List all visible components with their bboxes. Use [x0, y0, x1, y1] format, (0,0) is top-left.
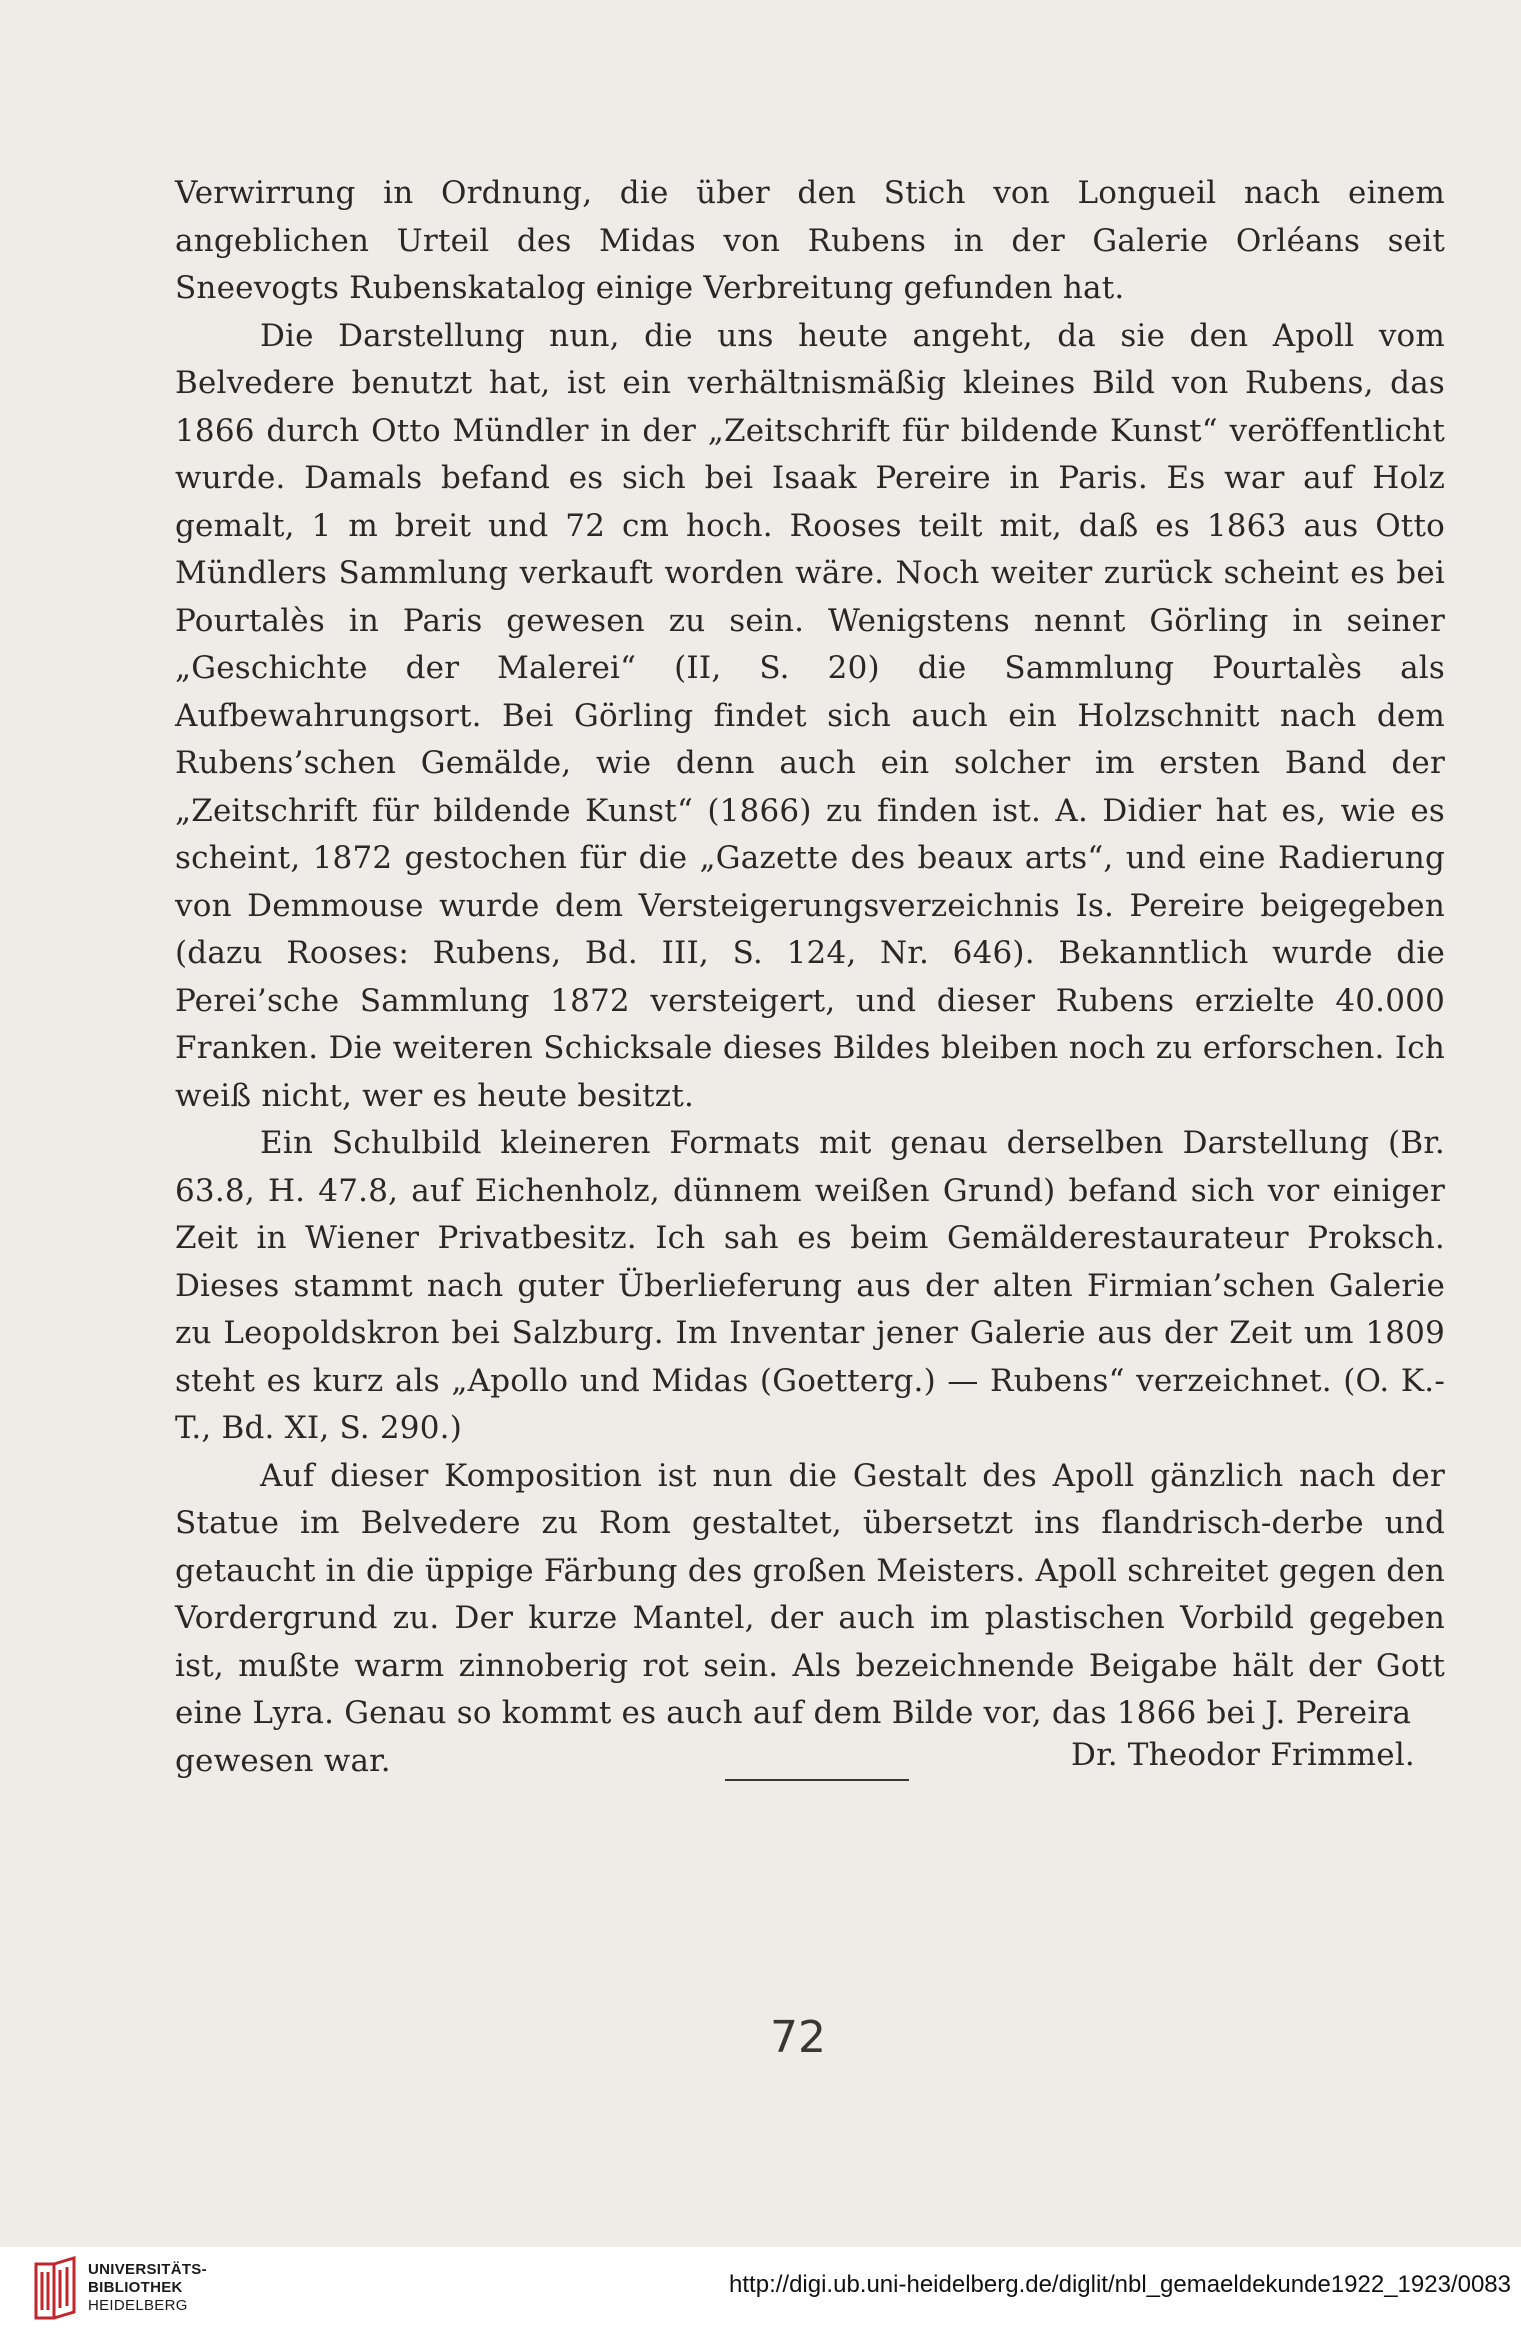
library-name-line-3: HEIDELBERG: [88, 2297, 188, 2314]
paragraph-2: Die Darstellung nun, die uns heute angeht, da sie den Apoll vom Belvedere benutzt hat, ist ein verhältnismäßig kleines Bild von Rubens, das 1866 durch Otto Mündler in der „Zeitschrift für bildende Kunst“ veröffentlicht wurde. Damals befand es sich bei Isaak Pereire in Paris. Es war auf Holz gemalt, 1 m breit und 72 cm hoch. Rooses teilt mit, daß es 1863 aus Otto Mündlers Sammlung verkauft worden wäre. Noch weiter zurück scheint es bei Pourtalès in Paris gewesen zu sein. Wenigstens nennt Görling in seiner „Geschichte der Malerei“ (II, S. 20) die Sammlung Pourtalès als Aufbewahrungsort. Bei Görling findet sich auch ein Holzschnitt nach dem Rubens’schen Gemälde, wie denn auch ein solcher im ersten Band der „Zeitschrift für bildende Kunst“ (1866) zu finden ist. A. Didier hat es, wie es scheint, 1872 gestochen für die „Gazette des beaux arts“, und eine Radierung von Demmouse wurde dem Versteigerungsverzeichnis Is. Pereire beigegeben (dazu Rooses: Rubens, Bd. III, S. 124, Nr. 646). Bekanntlich wurde die Perei’sche Sammlung 1872 versteigert, und dieser Rubens erzielte 40.000 Franken. Die weiteren Schicksale dieses Bildes bleiben noch zu erforschen. Ich weiß nicht, wer es heute besitzt.: [175, 317, 1445, 1114]
closing-line: [175, 1738, 1445, 1786]
section-divider: [725, 1779, 909, 1781]
article-text: [175, 170, 1445, 1785]
paragraph-4: Auf dieser Komposition ist nun die Gestalt des Apoll gänzlich nach der Statue im Belvedere zu Rom gestaltet, übersetzt ins flandrisch-derbe und getaucht in die üppige Färbung des großen Meisters. Apoll schreitet gegen den Vordergrund zu. Der kurze Mantel, der auch im plastischen Vorbild gegeben ist, mußte warm zinnoberig rot sein. Als bezeichnende Beigabe hält der Gott eine Lyra. Genau so kommt es auch auf dem Bilde vor, das 1866 bei J. Pereira: [175, 1457, 1445, 1731]
paragraph-3: Ein Schulbild kleineren Formats mit genau derselben Darstellung (Br. 63.8, H. 47.8, auf Eichenholz, dünnem weißen Grund) befand sich vor einiger Zeit in Wiener Privatbesitz. Ich sah es beim Gemälderestaurateur Proksch. Dieses stammt nach guter Überlieferung aus der alten Firmian’schen Galerie zu Leopoldskron bei Salzburg. Im Inventar jener Galerie aus der Zeit um 1809 steht es kurz als „Apollo und Midas (Goetterg.) — Rubens“ verzeichnet. (O. K.-T., Bd. XI, S. 290.): [175, 1125, 1445, 1446]
source-url-link[interactable]: http://digi.ub.uni-heidelberg.de/diglit/nbl_gemaeldekunde1922_1923/0083: [729, 2271, 1511, 2298]
paragraph-1: Verwirrung in Ordnung, die über den Stich von Longueil nach einem angeblichen Urteil des Midas von Rubens in der Galerie Orléans seit Sneevogts Rubenskatalog einige Verbreitung gefunden hat.: [175, 175, 1445, 306]
library-name-line-2: BIBLIOTHEK: [88, 2279, 183, 2296]
closing-text: gewesen war.: [175, 1742, 391, 1779]
page-number: 72: [770, 2012, 826, 2063]
university-library-logo-icon: [30, 2256, 80, 2326]
library-name-line-1: UNIVERSITÄTS-: [88, 2261, 207, 2278]
author-signature: Dr. Theodor Frimmel.: [1071, 1736, 1415, 1773]
library-footer: [0, 2247, 1521, 2349]
library-name: [88, 2261, 207, 2315]
